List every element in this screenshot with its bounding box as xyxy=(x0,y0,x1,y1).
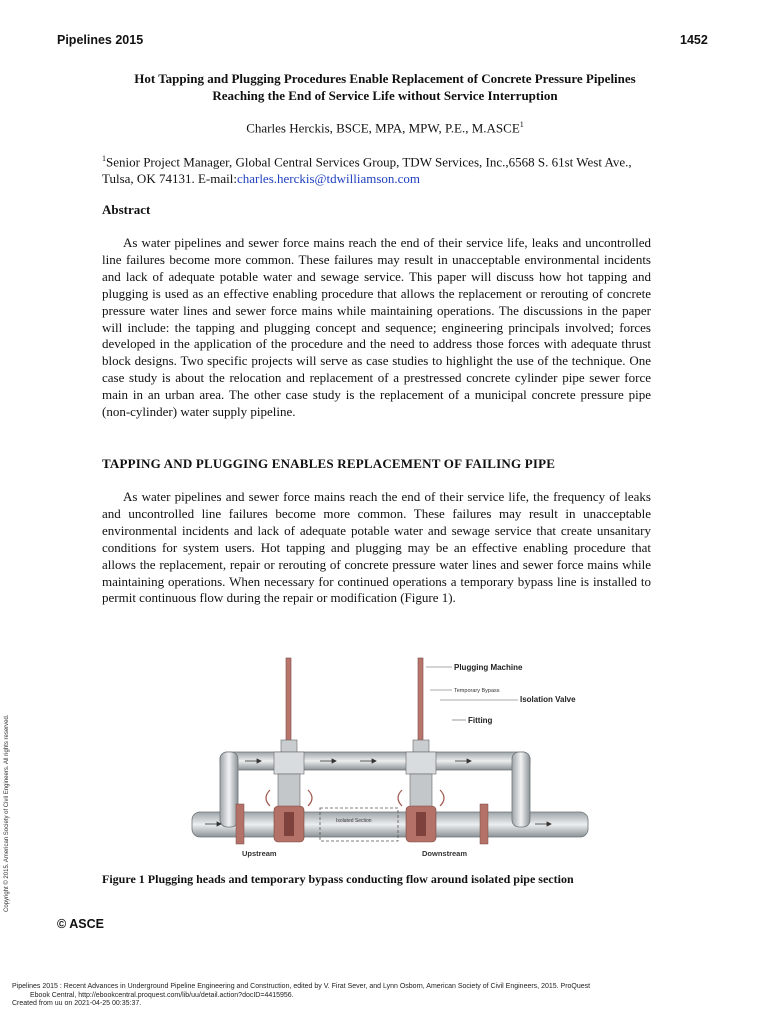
title-line-2: Reaching the End of Service Life without Service Interruption xyxy=(212,88,558,103)
abstract-heading: Abstract xyxy=(102,202,151,217)
affiliation-text: Senior Project Manager, Global Central Services Group, TDW Services, Inc.,6568 S. 61st West Ave., Tulsa, OK 74131. E-mail: xyxy=(102,154,632,187)
asce-mark: © ASCE xyxy=(57,917,104,931)
label-isolated-section: Isolated Section xyxy=(336,818,372,824)
figure-1-diagram xyxy=(190,640,590,865)
section-body: As water pipelines and sewer force mains reach the end of their service life, the frequency of leaks and uncontrolled line failures become more common. These failures may result in unacceptable environmental incidents and lack of adequate potable water and sewage service that create unsanitary conditions for system users. Hot tapping and plugging may be an effective enabling procedure that allows the replacement, repair or rerouting of concrete pressure water lines and sewer force mains while maintaining operations. When necessary for continued operations a temporary bypass line is installed to permit continuous flow during the repair or modification (Figure 1). xyxy=(102,489,651,606)
section-heading: TAPPING AND PLUGGING ENABLES REPLACEMENT OF FAILING PIPE xyxy=(102,456,556,471)
label-upstream: Upstream xyxy=(242,849,277,858)
paper-title xyxy=(90,70,680,104)
author-name: Charles Herckis, BSCE, MPA, MPW, P.E., M.ASCE xyxy=(246,120,520,136)
email-link[interactable]: charles.herckis@tdwilliamson.com xyxy=(236,171,421,187)
footer-citation xyxy=(12,983,652,1009)
label-plugging-machine: Plugging Machine xyxy=(454,663,523,672)
label-downstream: Downstream xyxy=(422,849,468,858)
author-line xyxy=(90,120,680,136)
abstract-body: As water pipelines and sewer force mains reach the end of their service life, leaks and uncontrolled line failures become more common. These failures may result in unacceptable environmental incidents and lack of adequate potable water and sewage service. This paper will discuss how hot tapping and plugging is used as an effective enabling procedure that allows the replacement or rerouting of concrete pressure water lines and sewer force mains while maintaining operations. The discussions in the paper will include: the tapping and plugging concept and sequence; engineering principals involved; forces developed in the application of the procedure and the need to address those forces with adequate thrust block designs. Two specific projects will serve as case studies to highlight the use of the technique. One case study is about the relocation and replacement of a prestressed concrete cylinder pipe sewer force main in an urban area. The other case study is the replacement of a municipal concrete pressure pipe (non-cylinder) water supply pipeline. xyxy=(102,235,651,420)
page-number: 1452 xyxy=(680,33,708,47)
side-copyright: Copyright © 2015. American Society of Civil Engineers. All rights reserved. xyxy=(4,714,10,912)
title-line-1: Hot Tapping and Plugging Procedures Enable Replacement of Concrete Pressure Pipelines xyxy=(134,71,636,86)
label-isolation-valve: Isolation Valve xyxy=(520,695,576,704)
footer-line-2: Ebook Central, http://ebookcentral.proquest.com/lib/uu/detail.action?docID=4415956. xyxy=(30,991,294,999)
author-sup: 1 xyxy=(519,120,524,129)
journal-name: Pipelines 2015 xyxy=(57,33,144,47)
affiliation-sup: 1 xyxy=(102,154,106,163)
footer-line-3: Created from uu on 2021-04-25 00:35:37. xyxy=(12,1000,142,1008)
footer-line-1: Pipelines 2015 : Recent Advances in Underground Pipeline Engineering and Construction, edited by V. Firat Sever, and Lynn Osborn, American Society of Civil Engineers, 2015. ProQuest xyxy=(12,983,591,990)
affiliation xyxy=(102,150,662,187)
label-fitting: Fitting xyxy=(468,716,493,725)
label-temporary-bypass: Temporary Bypass xyxy=(454,688,500,694)
figure-caption: Figure 1 Plugging heads and temporary bypass conducting flow around isolated pipe section xyxy=(102,872,574,886)
